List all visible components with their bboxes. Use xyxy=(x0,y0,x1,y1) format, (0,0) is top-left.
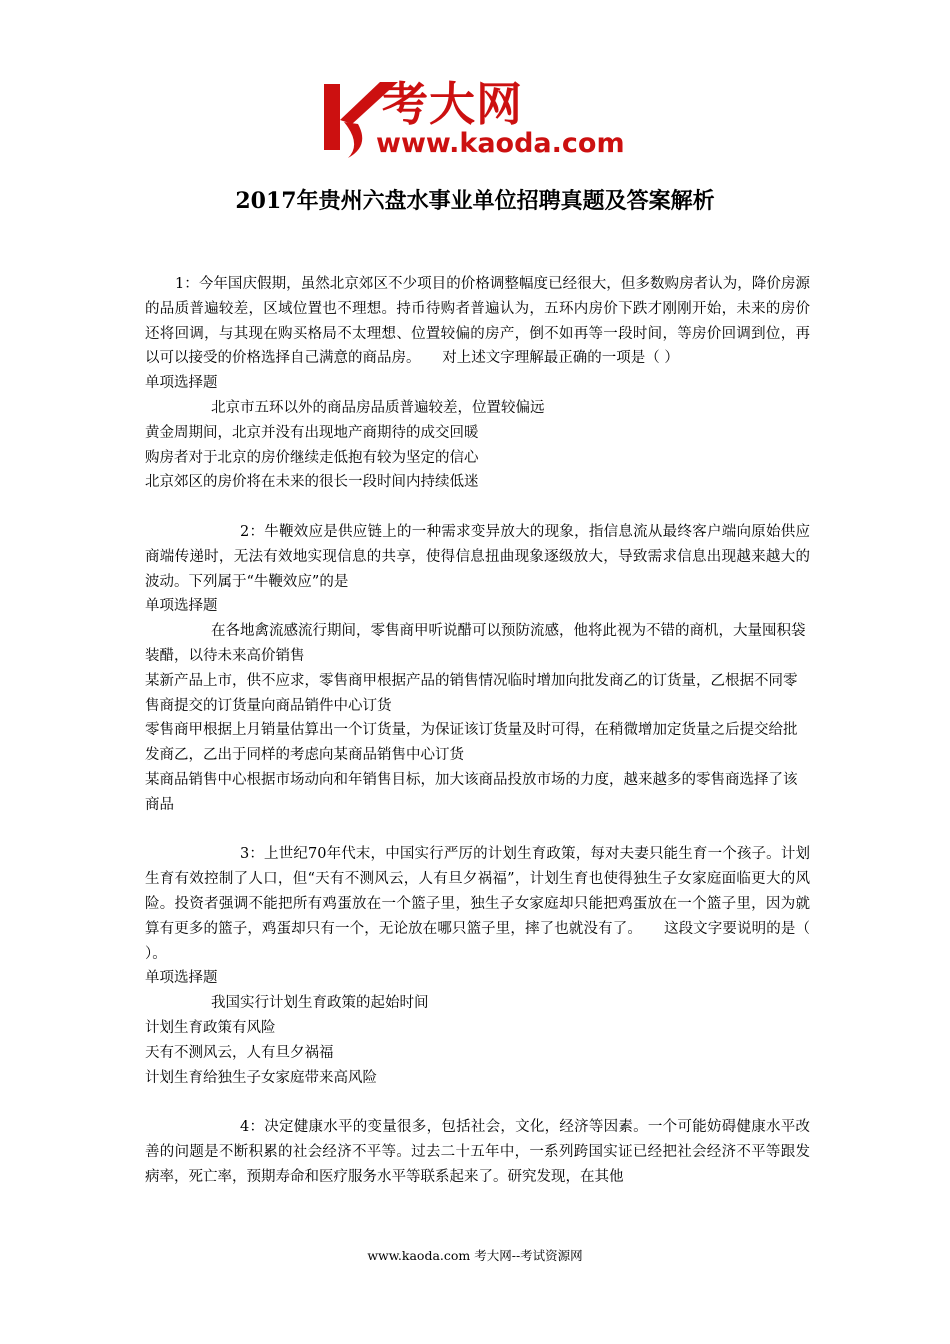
logo-brand-url: www.kaoda.com xyxy=(376,128,625,159)
answer-option: 某新产品上市，供不应求，零售商甲根据产品的销售情况临时增加向批发商乙的订货量，乙根据不同零售商提交的订货量向商品销件中心订货 xyxy=(145,672,798,714)
answer-option: 计划生育政策有风险 xyxy=(145,1019,276,1036)
answer-option: 天有不测风云，人有旦夕祸福 xyxy=(145,1044,334,1061)
answer-option: 零售商甲根据上月销量估算出一个订货量，为保证该订货量及时可得，在稍微增加定货量之后提交给批发商乙，乙出于同样的考虑向某商品销售中心订货 xyxy=(145,722,798,764)
question-text: 2：牛鞭效应是供应链上的一种需求变异放大的现象，指信息流从最终客户端向原始供应商端传递时，无法有效地实现信息的共享，使得信息扭曲现象逐级放大，导致需求信息出现越来越大的波动。下列属于“牛鞭效应”的是 xyxy=(145,523,810,590)
question-type: 单项选择题 xyxy=(145,375,218,392)
question-type: 单项选择题 xyxy=(145,970,218,987)
answer-option: 在各地禽流感流行期间，零售商甲听说醋可以预防流感，他将此视为不错的商机，大量囤积袋装醋，以待未来高价销售 xyxy=(145,623,806,664)
question-block xyxy=(145,842,810,1090)
question-text: 1：今年国庆假期，虽然北京郊区不少项目的价格调整幅度已经很大，但多数购房者认为，降价房源的品质普遍较差，区域位置也不理想。持币待购者普遍认为，五环内房价下跌才刚刚开始，未来的房价还将回调，与其现在购买格局不太理想、位置较偏的房产，倒不如再等一段时间，等房价回调到位，再以可以接受的价格选择自己满意的商品房。 对上述文字理解最正确的一项是（ ） xyxy=(145,276,810,367)
logo-brand-cn: 考大网 xyxy=(382,77,523,131)
answer-option: 黄金周期间，北京并没有出现地产商期待的成交回暖 xyxy=(145,424,479,441)
question-block xyxy=(145,520,810,818)
answer-option: 北京市五环以外的商品房品质普遍较差，位置较偏远 xyxy=(211,399,545,416)
answer-option: 购房者对于北京的房价继续走低抱有较为坚定的信心 xyxy=(145,449,479,466)
answer-option: 计划生育给独生子女家庭带来高风险 xyxy=(145,1069,377,1086)
question-block xyxy=(145,1115,810,1189)
question-text: 3：上世纪70年代末，中国实行严厉的计划生育政策，每对夫妻只能生育一个孩子。计划生育有效控制了人口，但“天有不测风云，人有旦夕祸福”，计划生育也使得独生子女家庭面临更大的风险。投资者强调不能把所有鸡蛋放在一个篮子里，独生子女家庭却只能把鸡蛋放在一个篮子里，因为就算有更多的篮子，鸡蛋却只有一个，无论放在哪只篮子里，摔了也就没有了。 这段文字要说明的是（ ）。 xyxy=(145,846,810,962)
answer-option: 某商品销售中心根据市场动向和年销售目标，加大该商品投放市场的力度，越来越多的零售商选择了该商品 xyxy=(145,771,798,813)
answer-option: 我国实行计划生育政策的起始时间 xyxy=(211,995,429,1012)
question-type: 单项选择题 xyxy=(145,598,218,615)
page-title: 2017年贵州六盘水事业单位招聘真题及答案解析 xyxy=(235,188,715,214)
question-block xyxy=(145,272,810,495)
answer-option: 北京郊区的房价将在未来的很长一段时间内持续低迷 xyxy=(145,474,479,491)
page-footer: www.kaoda.com 考大网--考试资源网 xyxy=(367,1248,583,1263)
kaoda-logo xyxy=(318,78,638,160)
question-list xyxy=(145,272,810,1189)
question-text: 4：决定健康水平的变量很多，包括社会，文化，经济等因素。一个可能妨碍健康水平改善的问题是不断积累的社会经济不平等。过去二十五年中，一系列跨国实证已经把社会经济不平等跟发病率，死亡率，预期寿命和医疗服务水平等联系起来了。研究发现，在其他 xyxy=(145,1119,810,1185)
